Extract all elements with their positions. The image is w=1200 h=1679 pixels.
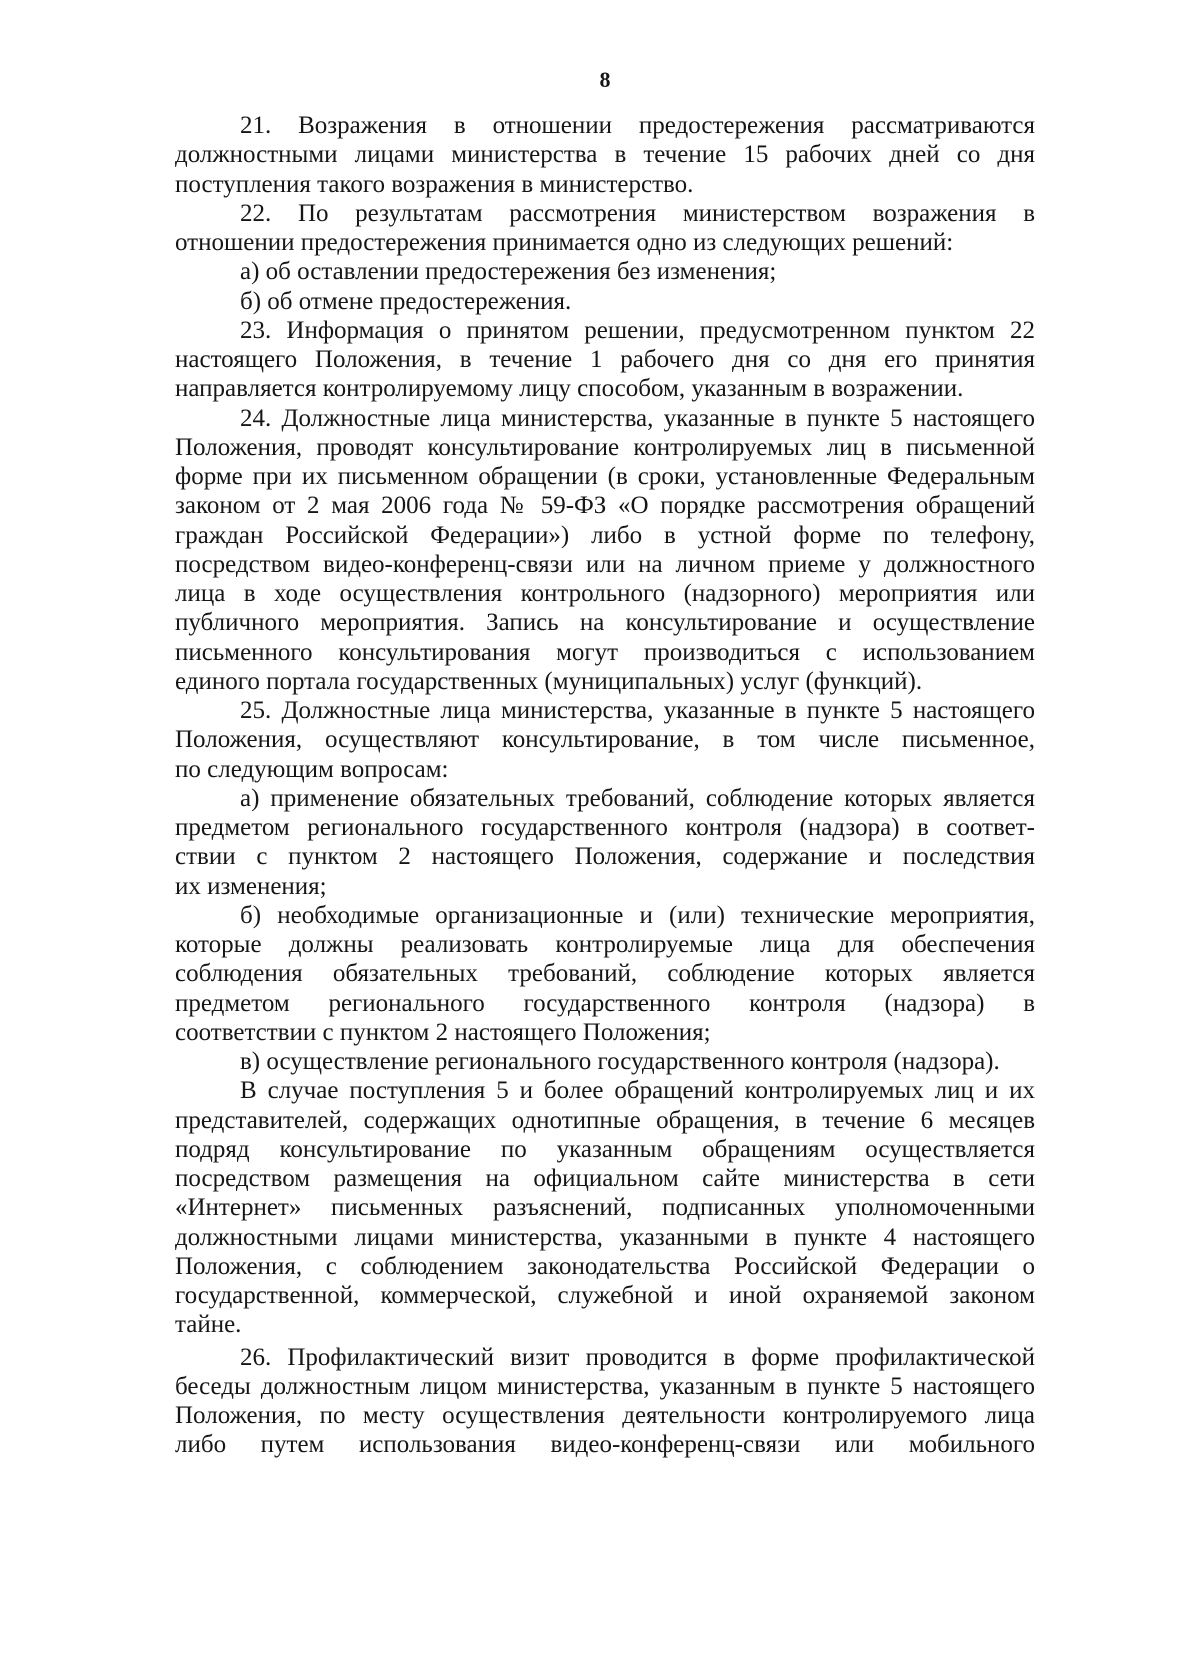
text-line: б) необходимые организационные и (или) технические мероприятия,	[240, 901, 1035, 929]
text-line: письменного консультирования могут производиться с использованием	[175, 638, 1035, 666]
subitem-25-c	[175, 1047, 1035, 1076]
text-line: 21. Возражения в отношении предостережения рассматриваются	[240, 112, 1035, 139]
text-line: должностными лицами министерства, указанными в пункте 4 настоящего	[175, 1223, 1035, 1251]
text-line: законом от 2 мая 2006 года № 59-ФЗ «О порядке рассмотрения обращений	[175, 492, 1035, 520]
text-line: Положения, осуществляют консультирование, в том числе письменное,	[175, 726, 1035, 754]
text-line: «Интернет» письменных разъяснений, подписанных уполномоченными	[175, 1194, 1035, 1222]
text-line: единого портала государственных (муниципальных) услуг (функций).	[175, 667, 923, 695]
text-line: Положения, проводят консультирование контролируемых лиц в письменной	[175, 433, 1035, 461]
text-line: соблюдения обязательных требований, соблюдение которых является	[175, 960, 1035, 988]
text-line: лица в ходе осуществления контрольного (надзорного) мероприятия или	[175, 580, 1035, 607]
subitem-22-b	[175, 287, 1035, 316]
text-line: 22. По результатам рассмотрения министерством возражения в	[240, 199, 1035, 227]
text-line: поступления такого возражения в министерство.	[175, 170, 694, 198]
page-number: 8	[599, 67, 611, 92]
subitem-25-a	[175, 784, 1035, 901]
text-line: должностными лицами министерства в течение 15 рабочих дней со дня	[175, 141, 1035, 169]
text-line: Положения, по месту осуществления деятельности контролируемого лица	[175, 1402, 1035, 1429]
text-line: настоящего Положения, в течение 1 рабочего дня со дня его принятия	[175, 346, 1035, 373]
text-line: посредством размещения на официальном сайте министерства в сети	[175, 1165, 1035, 1192]
paragraph-26	[175, 1343, 1035, 1460]
text-line: предметом регионального государственного контроля (надзора) в соответ-	[175, 814, 1035, 841]
paragraph-23	[175, 316, 1035, 404]
text-line: посредством видео-конференц-связи или на личном приеме у должностного	[175, 550, 1035, 578]
subitem-22-a	[175, 257, 1035, 286]
text-line: которые должны реализовать контролируемые лица для обеспечения	[175, 931, 1035, 958]
text-line: в) осуществление регионального государственного контроля (надзора).	[240, 1048, 1000, 1075]
text-line: беседы должностным лицом министерства, указанным в пункте 5 настоящего	[175, 1372, 1035, 1400]
text-line: В случае поступления 5 и более обращений контролируемых лиц и их	[240, 1077, 1035, 1105]
text-line: 24. Должностные лица министерства, указанные в пункте 5 настоящего	[240, 404, 1035, 432]
paragraph-21	[175, 111, 1035, 199]
text-line: публичного мероприятия. Запись на консультирование и осуществление	[175, 609, 1035, 637]
text-line: тайне.	[175, 1311, 242, 1339]
text-line: либо путем использования видео-конференц-связи или мобильного	[175, 1431, 1035, 1459]
text-line: представителей, содержащих однотипные обращения, в течение 6 месяцев	[175, 1106, 1035, 1134]
text-line: соответствии с пунктом 2 настоящего Положения;	[175, 1018, 711, 1046]
text-line: форме при их письменном обращении (в сроки, установленные Федеральным	[175, 463, 1035, 490]
text-line: ствии с пунктом 2 настоящего Положения, содержание и последствия	[175, 843, 1035, 871]
text-line: 26. Профилактический визит проводится в форме профилактической	[240, 1343, 1035, 1371]
paragraph-25	[175, 696, 1035, 784]
document-body	[175, 111, 1035, 1460]
text-line: 23. Информация о принятом решении, предусмотренном пунктом 22	[240, 316, 1035, 344]
paragraph-22	[175, 199, 1035, 258]
paragraph-25-note	[175, 1076, 1035, 1339]
text-line: отношении предостережения принимается одно из следующих решений:	[175, 229, 954, 256]
paragraph-24	[175, 404, 1035, 697]
text-line: их изменения;	[175, 872, 327, 900]
subitem-25-b	[175, 901, 1035, 1047]
text-line: по следующим вопросам:	[175, 755, 449, 783]
text-line: предметом регионального государственного контроля (надзора) в	[175, 989, 1035, 1017]
text-line: 25. Должностные лица министерства, указанные в пункте 5 настоящего	[240, 697, 1035, 724]
text-line: а) об оставлении предостережения без изменения;	[240, 258, 777, 286]
text-line: Положения, с соблюдением законодательства Российской Федерации о	[175, 1252, 1035, 1280]
text-line: а) применение обязательных требований, соблюдение которых является	[240, 784, 1035, 812]
text-line: подряд консультирование по указанным обращениям осуществляется	[175, 1135, 1035, 1163]
text-line: государственной, коммерческой, служебной и иной охраняемой законом	[175, 1282, 1035, 1309]
text-line: граждан Российской Федерации») либо в устной форме по телефону,	[175, 521, 1035, 549]
text-line: б) об отмене предостережения.	[240, 287, 572, 315]
text-line: направляется контролируемому лицу способом, указанным в возражении.	[175, 375, 964, 403]
